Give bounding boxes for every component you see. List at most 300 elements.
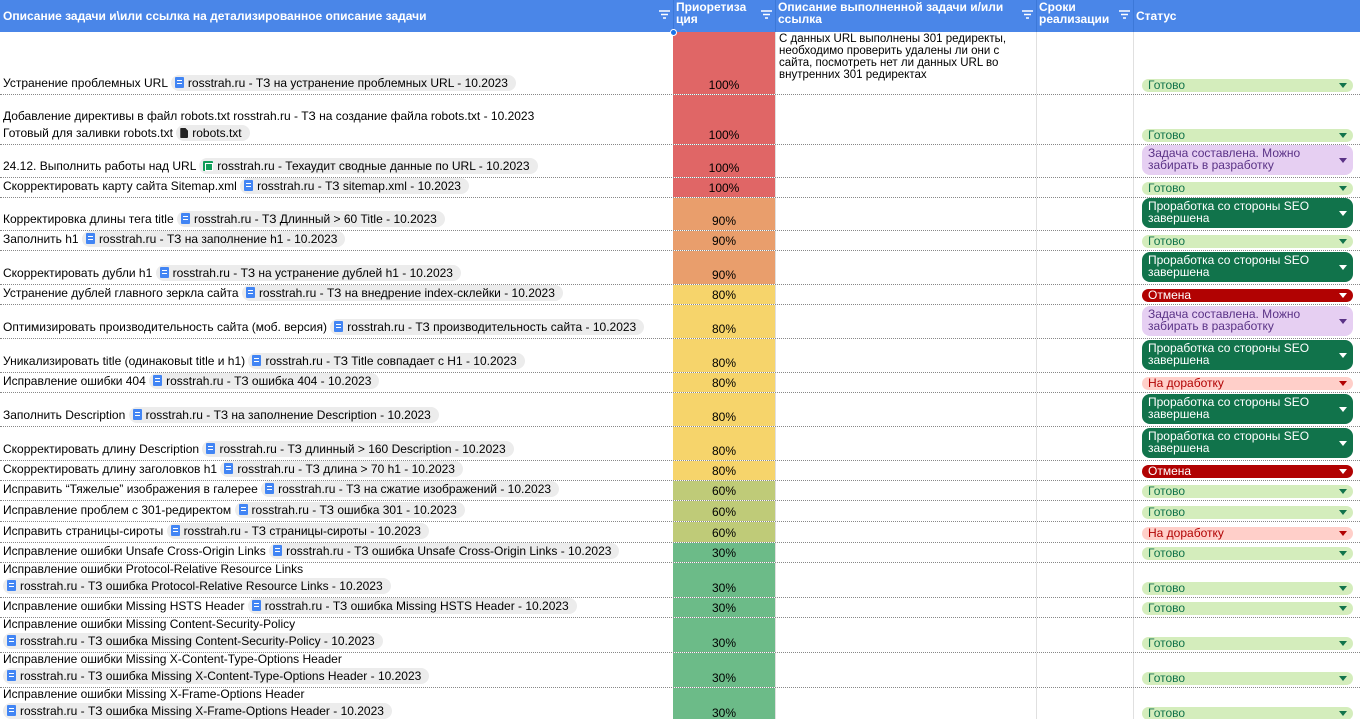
priority-value: 90%	[711, 234, 737, 248]
file-link-chip[interactable]	[330, 319, 644, 335]
priority-value: 30%	[711, 671, 737, 685]
priority-cell[interactable]	[673, 618, 775, 652]
chevron-down-icon	[1339, 265, 1347, 270]
status-cell[interactable]	[1133, 95, 1360, 144]
status-dropdown[interactable]	[1142, 377, 1353, 390]
file-link-chip[interactable]	[248, 598, 577, 614]
table-row	[0, 95, 1360, 145]
column-header-completed-description[interactable]	[775, 0, 1036, 32]
table-row	[0, 285, 1360, 305]
task-description-cell[interactable]	[0, 198, 673, 230]
priority-cell[interactable]	[673, 481, 775, 500]
column-header-task-description[interactable]	[0, 0, 673, 32]
status-cell[interactable]	[1133, 688, 1360, 719]
column-header-status[interactable]	[1133, 0, 1360, 32]
table-row	[0, 427, 1360, 461]
chevron-down-icon	[1339, 441, 1347, 446]
completed-description-cell[interactable]	[775, 145, 1036, 177]
chevron-down-icon	[1339, 211, 1347, 216]
priority-cell[interactable]	[673, 95, 775, 144]
deadline-cell[interactable]	[1036, 543, 1133, 562]
file-link-chip[interactable]	[156, 265, 461, 281]
status-cell[interactable]	[1133, 305, 1360, 338]
table-row	[0, 32, 1360, 95]
deadline-cell[interactable]	[1036, 653, 1133, 687]
task-description-text: Устранение проблемных URL	[3, 76, 168, 90]
status-dropdown[interactable]	[1142, 252, 1353, 282]
deadline-cell[interactable]	[1036, 198, 1133, 230]
column-header-label: Приоретиза ция	[676, 0, 747, 26]
status-cell[interactable]	[1133, 32, 1360, 94]
status-cell[interactable]	[1133, 618, 1360, 652]
doc-icon	[86, 233, 95, 244]
completed-description-cell[interactable]	[775, 618, 1036, 652]
table-row	[0, 522, 1360, 543]
doc-icon	[273, 545, 282, 556]
doc-icon	[160, 267, 169, 278]
task-description-cell[interactable]	[0, 427, 673, 460]
status-cell[interactable]	[1133, 373, 1360, 392]
deadline-cell[interactable]	[1036, 461, 1133, 480]
task-description-cell[interactable]	[0, 543, 673, 562]
file-link-label: rosstrah.ru - ТЗ ошибка 404 - 10.2023	[166, 374, 372, 388]
table-row	[0, 688, 1360, 719]
file-link-chip[interactable]	[176, 125, 249, 141]
deadline-cell[interactable]	[1036, 598, 1133, 617]
doc-icon	[252, 600, 261, 611]
priority-value: 80%	[711, 288, 737, 302]
table-row	[0, 231, 1360, 251]
file-link-chip[interactable]	[149, 373, 379, 389]
priority-cell[interactable]	[673, 543, 775, 562]
priority-value: 80%	[711, 464, 737, 478]
status-cell[interactable]	[1133, 251, 1360, 284]
status-cell[interactable]	[1133, 481, 1360, 500]
file-link-chip[interactable]	[3, 668, 429, 684]
file-link-label: rosstrah.ru - ТЗ на заполнение Description - 10.2023	[145, 408, 431, 422]
table-row	[0, 653, 1360, 688]
chevron-down-icon	[1339, 551, 1347, 556]
status-dropdown[interactable]	[1142, 182, 1353, 195]
file-link-chip[interactable]	[202, 441, 513, 457]
status-dropdown[interactable]	[1142, 428, 1353, 458]
table-row	[0, 598, 1360, 618]
task-description-cell[interactable]	[0, 285, 673, 304]
status-dropdown[interactable]	[1142, 707, 1353, 719]
priority-value: 60%	[711, 484, 737, 498]
chevron-down-icon	[1339, 239, 1347, 244]
file-link-chip[interactable]	[235, 502, 465, 518]
file-link-chip[interactable]	[248, 353, 524, 369]
task-description-cell[interactable]	[0, 501, 673, 521]
deadline-cell[interactable]	[1036, 522, 1133, 542]
file-link-label: rosstrah.ru - ТЗ на заполнение h1 - 10.2023	[98, 232, 338, 246]
file-link-chip[interactable]	[220, 461, 463, 477]
completed-description-cell[interactable]	[775, 198, 1036, 230]
file-link-chip[interactable]	[167, 523, 429, 539]
status-label: Готово	[1148, 181, 1186, 195]
status-dropdown[interactable]	[1142, 306, 1353, 336]
status-label: Проработка со стороны SEO завершена	[1148, 395, 1310, 421]
deadline-cell[interactable]	[1036, 178, 1133, 197]
doc-icon	[224, 463, 233, 474]
completed-description-cell[interactable]	[775, 688, 1036, 719]
file-link-chip[interactable]	[242, 285, 563, 301]
status-label: Готово	[1148, 581, 1186, 595]
status-label: Проработка со стороны SEO завершена	[1148, 199, 1310, 225]
completed-description-cell[interactable]	[775, 543, 1036, 562]
file-link-label: rosstrah.ru - ТЗ на устранение проблемных URL - 10.2023	[187, 76, 508, 90]
priority-value: 60%	[711, 505, 737, 519]
status-cell[interactable]	[1133, 522, 1360, 542]
file-link-label: rosstrah.ru - ТЗ Title совпадает с H1 - 10.2023	[265, 354, 517, 368]
status-label: Задача составлена. Можно забирать в разработку	[1148, 307, 1301, 333]
completed-description-cell[interactable]	[775, 339, 1036, 372]
priority-value: 30%	[711, 601, 737, 615]
task-description-cell[interactable]	[0, 653, 673, 687]
task-description-cell[interactable]	[0, 231, 673, 250]
table-row	[0, 178, 1360, 198]
task-description-cell[interactable]	[0, 393, 673, 426]
task-description-cell[interactable]	[0, 251, 673, 284]
deadline-cell[interactable]	[1036, 481, 1133, 500]
file-link-chip[interactable]	[82, 231, 346, 247]
deadline-cell[interactable]	[1036, 251, 1133, 284]
doc-icon	[7, 670, 16, 681]
chevron-down-icon	[1339, 510, 1347, 515]
task-description-line: Исправление ошибки Missing Content-Security-Policy	[3, 618, 296, 631]
priority-cell[interactable]	[673, 563, 775, 597]
task-description-cell[interactable]	[0, 461, 673, 480]
filter-icon[interactable]	[1022, 10, 1033, 19]
task-description-text: 24.12. Выполнить работы над URL	[3, 159, 196, 173]
status-cell[interactable]	[1133, 198, 1360, 230]
completed-description-cell[interactable]	[775, 653, 1036, 687]
priority-value: 30%	[711, 706, 737, 719]
deadline-cell[interactable]	[1036, 393, 1133, 426]
status-dropdown[interactable]	[1142, 235, 1353, 248]
task-description-text: Скорректировать дубли h1	[3, 266, 153, 280]
task-description-line: Добавление директивы в файл robots.txt rosstrah.ru - ТЗ на создание файла robots.txt - 10.2023	[3, 109, 535, 123]
column-header-label: Описание задачи и\или ссылка на детализированное описание задачи	[3, 9, 427, 23]
completed-description-cell[interactable]	[775, 522, 1036, 542]
column-header-label: Описание выполненной задачи и/или ссылка	[778, 0, 1004, 26]
priority-cell[interactable]	[673, 32, 775, 94]
priority-value: 80%	[711, 356, 737, 370]
completed-description-cell[interactable]	[775, 598, 1036, 617]
column-header-priority[interactable]	[673, 0, 775, 32]
filter-icon[interactable]	[1119, 10, 1130, 19]
priority-cell[interactable]	[673, 688, 775, 719]
completed-description-cell[interactable]	[775, 231, 1036, 250]
table-row	[0, 563, 1360, 598]
priority-value: 80%	[711, 410, 737, 424]
status-cell[interactable]	[1133, 563, 1360, 597]
completed-description-cell[interactable]	[775, 427, 1036, 460]
task-description-cell[interactable]	[0, 178, 673, 197]
file-link-label: rosstrah.ru - ТЗ ошибка 301 - 10.2023	[251, 503, 457, 517]
chevron-down-icon	[1339, 641, 1347, 646]
completed-description-cell[interactable]	[775, 32, 1036, 94]
status-cell[interactable]	[1133, 339, 1360, 372]
priority-cell[interactable]	[673, 461, 775, 480]
completed-description-text: С данных URL выполнены 301 редиректы, необходимо проверить удалены ли они с сайта, посмотреть нет ли данных URL во внутренних 301 редиректах	[779, 33, 1007, 81]
task-description-cell[interactable]	[0, 145, 673, 177]
priority-cell[interactable]	[673, 339, 775, 372]
status-dropdown[interactable]	[1142, 198, 1353, 228]
table-row	[0, 481, 1360, 501]
column-header-label: Сроки реализации	[1039, 0, 1110, 26]
deadline-cell[interactable]	[1036, 305, 1133, 338]
task-description-cell[interactable]	[0, 481, 673, 500]
status-label: Проработка со стороны SEO завершена	[1148, 429, 1310, 455]
deadline-cell[interactable]	[1036, 145, 1133, 177]
deadline-cell[interactable]	[1036, 339, 1133, 372]
status-label: Готово	[1148, 78, 1186, 92]
table-row	[0, 198, 1360, 231]
completed-description-cell[interactable]	[775, 481, 1036, 500]
chevron-down-icon	[1339, 606, 1347, 611]
filter-icon[interactable]	[761, 10, 772, 19]
status-cell[interactable]	[1133, 393, 1360, 426]
status-cell[interactable]	[1133, 285, 1360, 304]
header-row	[0, 0, 1360, 32]
status-label: Проработка со стороны SEO завершена	[1148, 253, 1310, 279]
status-dropdown[interactable]	[1142, 672, 1353, 685]
status-cell[interactable]	[1133, 598, 1360, 617]
status-label: Готово	[1148, 234, 1186, 248]
file-link-chip[interactable]	[269, 543, 619, 559]
task-description-cell[interactable]	[0, 618, 673, 652]
priority-value: 30%	[711, 581, 737, 595]
priority-cell[interactable]	[673, 231, 775, 250]
sheet-icon	[203, 161, 213, 171]
priority-value: 30%	[711, 546, 737, 560]
file-link-label: rosstrah.ru - ТЗ Длинный > 60 Title - 10.2023	[193, 212, 437, 226]
doc-icon	[244, 180, 253, 191]
priority-cell[interactable]	[673, 393, 775, 426]
priority-cell[interactable]	[673, 501, 775, 521]
chevron-down-icon	[1339, 676, 1347, 681]
task-description-text: Скорректировать длину заголовков h1	[3, 462, 218, 476]
task-description-text: Исправление ошибки 404	[3, 374, 146, 388]
task-description-text: Скорректировать длину Description	[3, 442, 200, 456]
status-dropdown[interactable]	[1142, 289, 1353, 302]
file-link-chip[interactable]	[261, 481, 559, 497]
task-description-text: Заполнить h1	[3, 232, 79, 246]
table-row	[0, 251, 1360, 285]
deadline-cell[interactable]	[1036, 373, 1133, 392]
file-link-chip[interactable]	[240, 178, 469, 194]
priority-cell[interactable]	[673, 373, 775, 392]
column-resize-handle[interactable]	[670, 29, 677, 36]
column-header-label: Статус	[1136, 9, 1177, 23]
priority-cell[interactable]	[673, 653, 775, 687]
status-dropdown[interactable]	[1142, 79, 1353, 92]
deadline-cell[interactable]	[1036, 563, 1133, 597]
task-description-cell[interactable]	[0, 522, 673, 542]
status-cell[interactable]	[1133, 653, 1360, 687]
status-label: Готово	[1148, 484, 1186, 498]
status-label: Готово	[1148, 706, 1186, 719]
file-link-chip[interactable]	[3, 633, 383, 649]
task-description-cell[interactable]	[0, 688, 673, 719]
status-dropdown[interactable]	[1142, 527, 1353, 540]
status-cell[interactable]	[1133, 231, 1360, 250]
status-cell[interactable]	[1133, 543, 1360, 562]
doc-icon	[206, 443, 215, 454]
priority-cell[interactable]	[673, 305, 775, 338]
task-description-text: Устранение дублей главного зеркла сайта	[3, 286, 239, 300]
task-description-cell[interactable]	[0, 598, 673, 617]
deadline-cell[interactable]	[1036, 618, 1133, 652]
deadline-cell[interactable]	[1036, 32, 1133, 94]
task-description-line: Исправление ошибки Protocol-Relative Resource Links	[3, 563, 304, 576]
status-cell[interactable]	[1133, 145, 1360, 177]
file-link-label: rosstrah.ru - ТЗ sitemap.xml - 10.2023	[257, 179, 461, 193]
file-link-chip[interactable]	[3, 578, 391, 594]
completed-description-cell[interactable]	[775, 95, 1036, 144]
deadline-cell[interactable]	[1036, 231, 1133, 250]
doc-icon	[133, 409, 142, 420]
file-link-label: rosstrah.ru - ТЗ длинный > 160 Description - 10.2023	[219, 442, 506, 456]
priority-value: 100%	[708, 181, 740, 195]
file-link-label: rosstrah.ru - ТЗ ошибка Missing Content-Security-Policy - 10.2023	[20, 634, 375, 648]
completed-description-cell[interactable]	[775, 285, 1036, 304]
completed-description-cell[interactable]	[775, 393, 1036, 426]
status-label: Готово	[1148, 601, 1186, 615]
doc-icon	[175, 77, 184, 88]
chevron-down-icon	[1339, 319, 1347, 324]
doc-icon	[334, 321, 343, 332]
priority-cell[interactable]	[673, 598, 775, 617]
chevron-down-icon	[1339, 469, 1347, 474]
status-label: Задача составлена. Можно забирать в разработку	[1148, 146, 1301, 172]
chevron-down-icon	[1339, 83, 1347, 88]
task-description-text: Исправление проблем с 301-редиректом	[3, 503, 232, 517]
completed-description-cell[interactable]	[775, 251, 1036, 284]
completed-description-cell[interactable]	[775, 461, 1036, 480]
status-cell[interactable]	[1133, 178, 1360, 197]
completed-description-cell[interactable]	[775, 563, 1036, 597]
priority-value: 100%	[708, 128, 740, 142]
status-cell[interactable]	[1133, 461, 1360, 480]
task-description-cell[interactable]	[0, 32, 673, 94]
priority-cell[interactable]	[673, 198, 775, 230]
status-dropdown[interactable]	[1142, 582, 1353, 595]
table-row	[0, 501, 1360, 522]
doc-icon	[265, 483, 274, 494]
status-cell[interactable]	[1133, 501, 1360, 521]
completed-description-cell[interactable]	[775, 305, 1036, 338]
chevron-down-icon	[1339, 489, 1347, 494]
priority-value: 80%	[711, 376, 737, 390]
task-description-text: Скорректировать карту сайта Sitemap.xml	[3, 179, 237, 193]
file-link-chip[interactable]	[199, 158, 537, 174]
file-link-chip[interactable]	[3, 703, 392, 719]
status-dropdown[interactable]	[1142, 145, 1353, 175]
task-description-text: Исправить “Тяжелые” изображения в галерее	[3, 482, 258, 496]
priority-cell[interactable]	[673, 427, 775, 460]
deadline-cell[interactable]	[1036, 95, 1133, 144]
table-row	[0, 145, 1360, 178]
task-description-text: Уникализировать title (одинаковыt title и h1)	[3, 354, 246, 368]
status-cell[interactable]	[1133, 427, 1360, 460]
priority-cell[interactable]	[673, 178, 775, 197]
status-dropdown[interactable]	[1142, 394, 1353, 424]
table-row	[0, 461, 1360, 481]
task-description-cell[interactable]	[0, 563, 673, 597]
priority-value: 80%	[711, 444, 737, 458]
status-label: На доработку	[1148, 376, 1224, 390]
completed-description-cell[interactable]	[775, 373, 1036, 392]
file-link-label: rosstrah.ru - ТЗ страницы-сироты - 10.2023	[183, 524, 421, 538]
file-link-chip[interactable]	[129, 407, 439, 423]
status-dropdown[interactable]	[1142, 637, 1353, 650]
priority-cell[interactable]	[673, 285, 775, 304]
status-dropdown[interactable]	[1142, 129, 1353, 142]
status-label: Готово	[1148, 128, 1186, 142]
deadline-cell[interactable]	[1036, 688, 1133, 719]
chevron-down-icon	[1339, 158, 1347, 163]
chevron-down-icon	[1339, 711, 1347, 716]
file-link-label: rosstrah.ru - ТЗ производительность сайта - 10.2023	[347, 320, 637, 334]
status-dropdown[interactable]	[1142, 465, 1353, 478]
completed-description-cell[interactable]	[775, 501, 1036, 521]
task-description-cell[interactable]	[0, 95, 673, 144]
task-description-cell[interactable]	[0, 305, 673, 338]
filter-icon[interactable]	[659, 10, 670, 19]
deadline-cell[interactable]	[1036, 427, 1133, 460]
file-link-chip[interactable]	[171, 75, 516, 91]
priority-value: 100%	[708, 78, 740, 92]
status-dropdown[interactable]	[1142, 506, 1353, 519]
task-description-text: Оптимизировать производительность сайта (моб. версия)	[3, 320, 327, 334]
status-label: Отмена	[1148, 288, 1192, 302]
status-dropdown[interactable]	[1142, 340, 1353, 370]
doc-icon	[153, 375, 162, 386]
task-description-cell[interactable]	[0, 373, 673, 392]
file-link-chip[interactable]	[177, 211, 445, 227]
task-description-text: Корректировка длины тега title	[3, 212, 174, 226]
doc-icon	[7, 580, 16, 591]
file-link-label: rosstrah.ru - ТЗ ошибка Missing X-Frame-Options Header - 10.2023	[20, 704, 384, 718]
priority-cell[interactable]	[673, 522, 775, 542]
file-link-label: rosstrah.ru - ТЗ ошибка Missing HSTS Header - 10.2023	[264, 599, 569, 613]
deadline-cell[interactable]	[1036, 501, 1133, 521]
priority-value: 90%	[711, 214, 737, 228]
status-label: Проработка со стороны SEO завершена	[1148, 341, 1310, 367]
doc-icon	[252, 355, 261, 366]
file-link-label: rosstrah.ru - ТЗ на внедрение index-склейки - 10.2023	[258, 286, 555, 300]
file-link-label: rosstrah.ru - ТЗ ошибка Missing X-Content-Type-Options Header - 10.2023	[20, 669, 422, 683]
task-description-text: Исправление ошибки Unsafe Cross-Origin Links	[3, 544, 266, 558]
task-description-line: Исправление ошибки Missing X-Content-Type-Options Header	[3, 653, 342, 666]
status-dropdown[interactable]	[1142, 485, 1353, 498]
task-description-text: Исправление ошибки Missing HSTS Header	[3, 599, 245, 613]
file-link-label: rosstrah.ru - ТЗ ошибка Protocol-Relative Resource Links - 10.2023	[20, 579, 383, 593]
doc-icon	[239, 504, 248, 515]
status-dropdown[interactable]	[1142, 602, 1353, 615]
deadline-cell[interactable]	[1036, 285, 1133, 304]
column-header-deadline[interactable]	[1036, 0, 1133, 32]
priority-cell[interactable]	[673, 251, 775, 284]
status-dropdown[interactable]	[1142, 547, 1353, 560]
priority-value: 100%	[708, 161, 740, 175]
completed-description-cell[interactable]	[775, 178, 1036, 197]
task-description-cell[interactable]	[0, 339, 673, 372]
priority-cell[interactable]	[673, 145, 775, 177]
